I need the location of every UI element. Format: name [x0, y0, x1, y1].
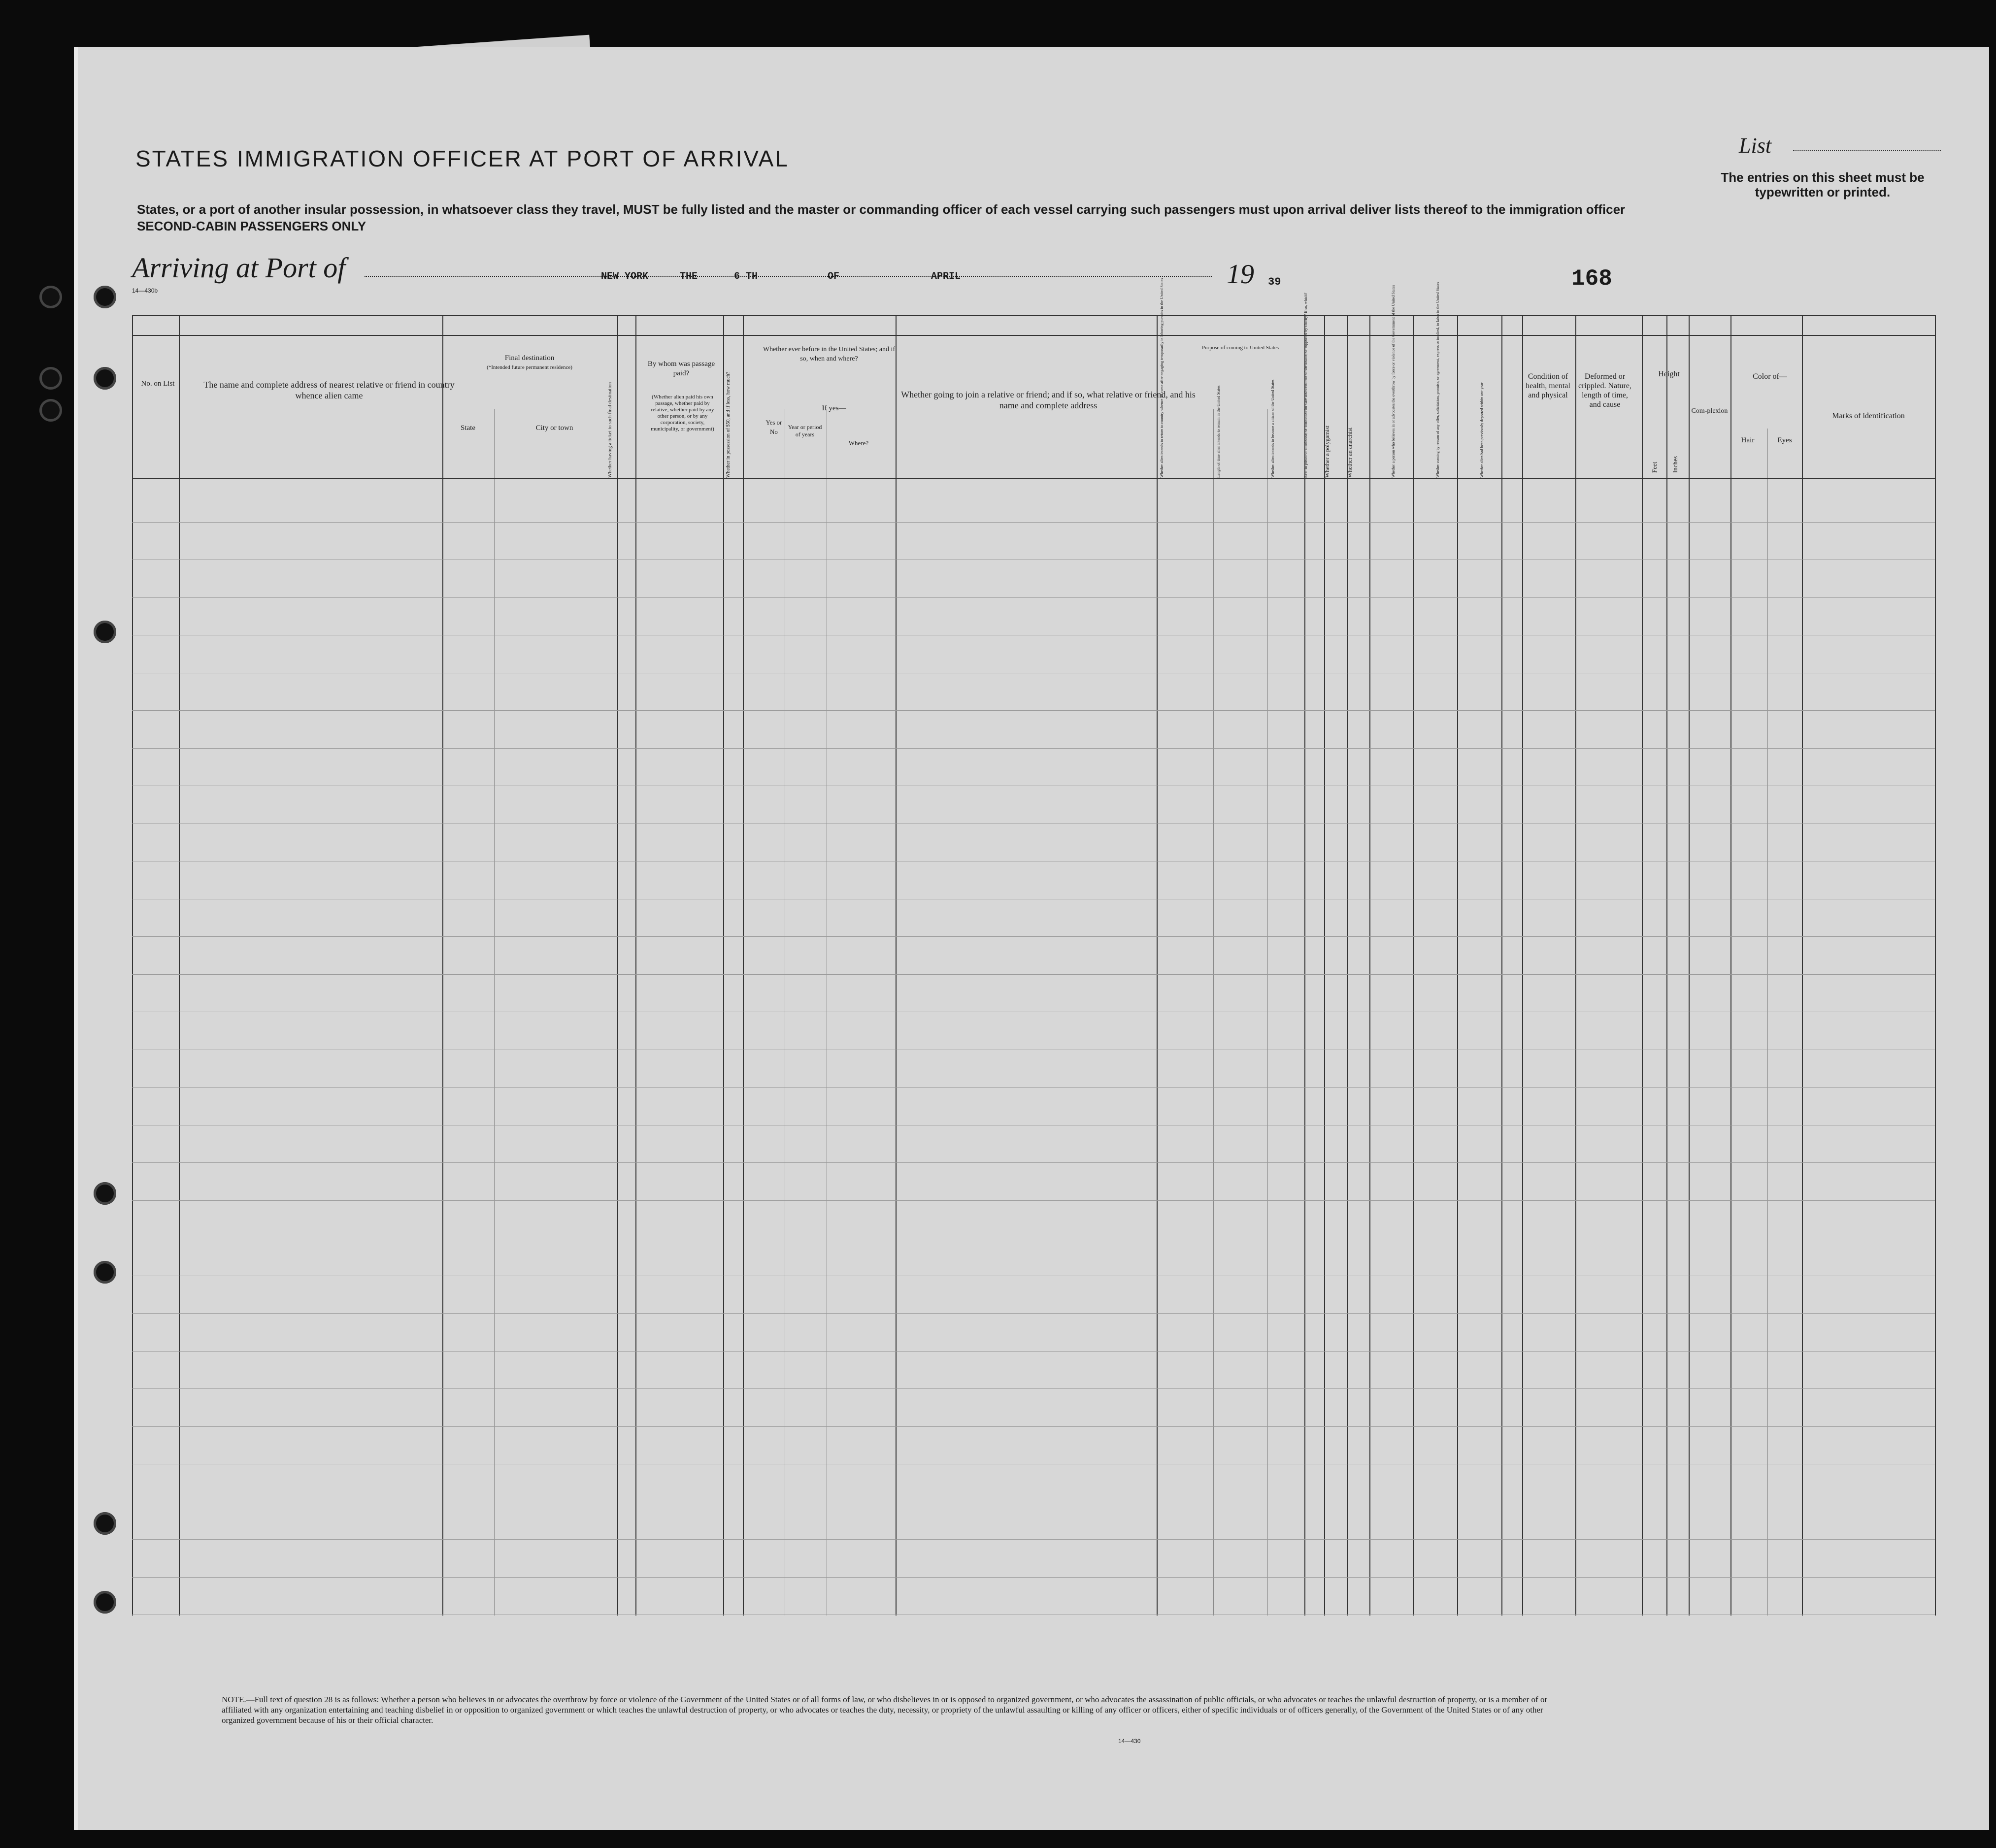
column-rule	[896, 315, 897, 1616]
header-hair: Hair	[1741, 436, 1755, 444]
header-prison: Ever in prison or almshouse, or institution for care and treatment of the insane, or supported by charity? If so, which?	[1303, 293, 1308, 478]
sheet-number: 168	[1571, 266, 1612, 292]
header-length-of-stay: Length of time alien intends to remain in the United States	[1216, 385, 1221, 478]
row-rule	[132, 974, 1935, 975]
header-feet: Feet	[1651, 462, 1658, 473]
column-rule	[1304, 315, 1305, 1616]
binder-hole	[94, 1261, 116, 1284]
header-health: Condition of health, mental and physical	[1526, 372, 1570, 399]
column-rule	[1575, 315, 1576, 1616]
header-deformed: Deformed or crippled. Nature, length of time, and cause	[1578, 372, 1631, 409]
row-rule	[132, 748, 1935, 749]
port-name: NEW YORK	[601, 271, 649, 282]
column-rule	[1413, 315, 1414, 1616]
binder-hole	[39, 367, 62, 390]
header-citizen-intent: Whether alien intends to become a citizen of the United States	[1270, 379, 1275, 478]
column-rule	[1369, 315, 1370, 1616]
column-rule	[1324, 315, 1325, 1616]
header-complexion: Com-plexion	[1691, 407, 1728, 415]
row-rule	[132, 1162, 1935, 1163]
row-rule	[132, 1426, 1935, 1427]
header-marks: Marks of identification	[1832, 412, 1905, 420]
year-suffix: 39	[1268, 276, 1281, 288]
arrival-month: APRIL	[931, 271, 961, 282]
binder-hole	[39, 399, 62, 422]
column-rule	[1347, 315, 1348, 1616]
header-passage: By whom was passage paid?	[647, 360, 715, 377]
page-title: STATES IMMIGRATION OFFICER AT PORT OF ARRIVAL	[135, 146, 789, 171]
row-rule	[132, 1087, 1935, 1088]
column-rule	[1522, 315, 1523, 1616]
header-ticket: Whether having a ticket to such final destination	[607, 382, 613, 478]
column-rule	[132, 315, 133, 1616]
row-rule	[132, 1313, 1935, 1314]
form-id: 14—430b	[132, 287, 158, 294]
list-label: List	[1739, 133, 1772, 158]
column-rule	[635, 315, 636, 1616]
column-rule	[1457, 315, 1458, 1616]
column-rule	[179, 315, 180, 1616]
entries-note: The entries on this sheet must be typewritten or printed.	[1721, 170, 1925, 199]
row-rule	[132, 1388, 1935, 1389]
header-top-rule	[132, 315, 1935, 316]
subtitle	[137, 201, 1664, 234]
binder-hole	[94, 286, 116, 308]
column-rule	[1501, 315, 1502, 1616]
column-rule	[617, 315, 618, 1616]
row-rule	[132, 1539, 1935, 1540]
binder-hole	[94, 367, 116, 390]
subcolumn-rule	[1267, 409, 1268, 1616]
header-inches: Inches	[1671, 456, 1679, 473]
header-if-yes: If yes—	[822, 404, 846, 412]
header-polygamist: Whether a polygamist	[1324, 426, 1331, 478]
header-relative: The name and complete address of nearest relative or friend in country whence alien came	[203, 380, 455, 400]
header-overthrow: Whether a person who believes in or advocates the overthrow by force or violence of the Government of the United States	[1391, 285, 1396, 478]
column-number-rule	[132, 335, 1935, 336]
year-prefix: 19	[1227, 259, 1254, 290]
row-rule	[132, 597, 1935, 598]
subtitle-line-2: SECOND-CABIN PASSENGERS ONLY	[137, 219, 366, 233]
subtitle-line-1: States, or a port of another insular possession, in whatsoever class they travel, MUST be fully listed and the master or commanding officer of each vessel carrying such passengers must upon arrival deliver lists thereof to the immigration officer	[137, 202, 1626, 217]
header-labor-offer: Whether coming by reason of any offer, solicitation, promise, or agreement, express or implied, to labor in the United States	[1435, 282, 1440, 478]
row-rule	[132, 1577, 1935, 1578]
header-state: State	[461, 424, 475, 432]
footnote-id: 14—430	[1118, 1738, 1141, 1745]
header-previous-visit: Whether ever before in the United States; and if so, when and where?	[763, 346, 896, 363]
subcolumn-rule	[1767, 429, 1768, 1616]
header-where: Where?	[848, 439, 869, 447]
header-height: Height	[1658, 370, 1680, 378]
column-rule	[1666, 315, 1667, 1616]
row-rule	[132, 710, 1935, 711]
binder-hole	[39, 286, 62, 308]
the-word: THE	[680, 271, 698, 282]
header-deported: Whether alien had been previously deported within one year	[1480, 382, 1484, 478]
of-word: OF	[828, 271, 840, 282]
arrival-day: 6 TH	[734, 271, 758, 282]
binder-hole	[94, 1182, 116, 1205]
column-rule	[1802, 315, 1803, 1616]
column-rule	[1730, 315, 1731, 1616]
column-rule	[1642, 315, 1643, 1616]
binder-hole	[94, 1591, 116, 1614]
arriving-line	[365, 276, 1212, 277]
header-money: Whether in possession of $50, and if less, how much?	[726, 371, 731, 478]
header-anarchist: Whether an anarchist	[1346, 428, 1353, 478]
header-years: Year or period of years	[788, 424, 822, 438]
column-rule	[1157, 315, 1158, 1616]
header-yes-no: Yes or No	[765, 419, 782, 435]
column-rule	[442, 315, 443, 1616]
header-purpose: Purpose of coming to United States	[1201, 345, 1279, 351]
header-joining: Whether going to join a relative or friend; and if so, what relative or friend, and his name and complete address	[901, 390, 1196, 410]
column-rule	[1935, 315, 1936, 1616]
header-final-destination-note: (*Intended future permanent residence)	[487, 364, 572, 370]
row-rule	[132, 1200, 1935, 1201]
binder-hole	[94, 621, 116, 643]
header-bottom-rule	[132, 478, 1935, 479]
row-rule	[132, 522, 1935, 523]
subcolumn-rule	[1213, 409, 1214, 1616]
header-return-intent: Whether alien intends to return to country whence he came after engaging temporarily in laboring pursuits in the United States	[1160, 278, 1164, 478]
header-no-on-list: No. on List	[141, 380, 175, 388]
row-rule	[132, 936, 1935, 937]
list-number-line	[1793, 150, 1941, 151]
binder-hole	[94, 1512, 116, 1535]
header-eyes: Eyes	[1777, 436, 1792, 444]
subcolumn-rule	[494, 409, 495, 1616]
row-rule	[132, 1351, 1935, 1352]
column-rule	[723, 315, 724, 1616]
column-rule	[743, 315, 744, 1616]
header-color-of: Color of—	[1753, 372, 1787, 381]
footnote: NOTE.—Full text of question 28 is as follows: Whether a person who believes in or advocates the overthrow by force or violence of the Government of the United States or of all forms of law, or who disbelieves in or is opposed to organized government, or who advocates the assassination of public officials, or who advocates or teaches the unlawful destruction of property, or is a member of or affiliated with any organization entertaining and teaching disbelief in or opposition to organized government or which teaches the unlawful destruction of property, or who advocates or teaches the duty, necessity, or propriety of the unlawful assaulting or killing of any officer or officers, either of specific individuals or of officers generally, of the Government of the United States or of any other organized government because of his or their official character.	[222, 1695, 1548, 1725]
arriving-label: Arriving at Port of	[132, 252, 346, 284]
column-rule	[1689, 315, 1690, 1616]
header-final-destination: Final destination	[504, 354, 555, 362]
header-city: City or town	[535, 424, 573, 432]
header-passage-note: (Whether alien paid his own passage, whether paid by relative, whether paid by any other person, or by any corporation, society, municipality, or government)	[651, 394, 714, 432]
